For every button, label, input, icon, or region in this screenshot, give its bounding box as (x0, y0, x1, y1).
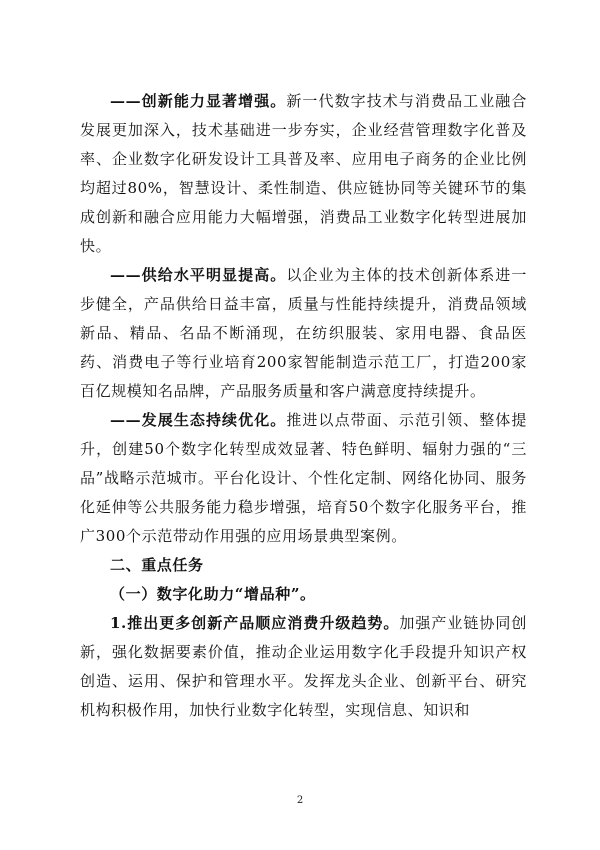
section-heading: 二、重点任务 (110, 556, 204, 574)
body-text (80, 87, 527, 725)
subsection-heading: （一）数字化助力“增品种”。 (110, 585, 316, 603)
paragraph-supply (80, 261, 527, 406)
body-supply: 以企业为主体的技术创新体系进一步健全，产品供给日益丰富，质量与性能持续提升，消费品领域新品、精品、名品不断涌现，在纺织服装、家用电器、食品医药、消费电子等行业培育200家智能制造示范工厂，打造200家百亿规模知名品牌，产品服务质量和客户满意度持续提升。 (80, 266, 527, 400)
lead-innovation: ——创新能力显著增强。 (110, 92, 287, 110)
body-innovation: 新一代数字技术与消费品工业融合发展更加深入，技术基础进一步夯实，企业经营管理数字化普及率、企业数字化研发设计工具普及率、应用电子商务的企业比例均超过80%，智慧设计、柔性制造、供应链协同等关键环节的集成创新和融合应用能力大幅增强，消费品工业数字化转型进展加快。 (80, 92, 527, 255)
paragraph-innovation (80, 87, 527, 261)
lead-supply: ——供给水平明显提高。 (110, 266, 287, 284)
body-ecosystem: 推进以点带面、示范引领、整体提升，创建50个数字化转型成效显著、特色鲜明、辐射力强的“三品”战略示范城市。平台化设计、个性化定制、网络化协同、服务化延伸等公共服务能力稳步增强，培育50个数字化服务平台，推广300个示范带动作用强的应用场景典型案例。 (80, 411, 527, 545)
page-number: 2 (296, 795, 304, 806)
lead-item-1: 1.推出更多创新产品顺应消费升级趋势。 (110, 614, 400, 632)
body-item-1: 加强产业链协同创新，强化数据要素价值，推动企业运用数字化手段提升知识产权创造、运用、保护和管理水平。发挥龙头企业、创新平台、研究机构积极作用，加快行业数字化转型，实现信息、知识和 (80, 614, 527, 719)
lead-ecosystem: ——发展生态持续优化。 (110, 411, 287, 429)
paragraph-ecosystem (80, 406, 527, 551)
paragraph-item-1 (80, 609, 527, 725)
